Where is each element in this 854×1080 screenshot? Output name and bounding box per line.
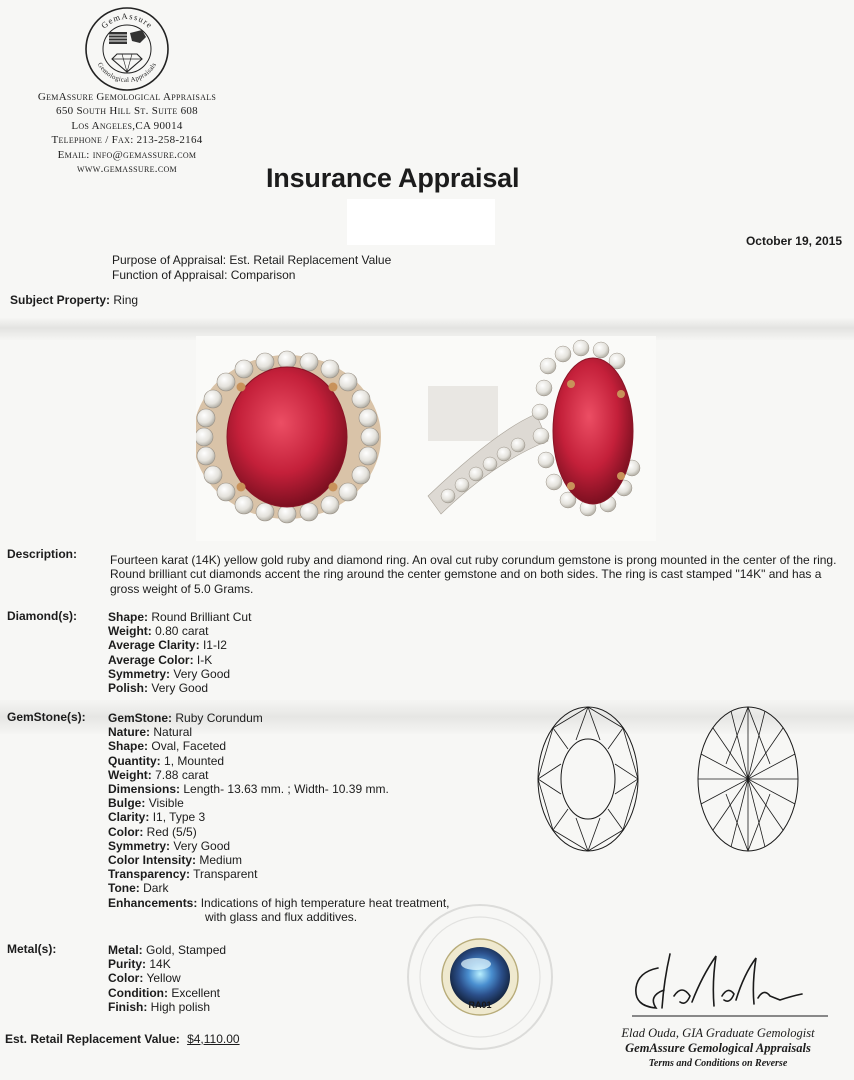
company-address xyxy=(0,90,254,176)
redacted-area xyxy=(347,199,495,245)
field-value: Transparent xyxy=(193,867,258,882)
field-value: I1-I2 xyxy=(202,638,227,653)
field-key: Transparency: xyxy=(108,867,191,882)
field-value: Dark xyxy=(143,881,169,896)
field-key: Dimensions: xyxy=(108,782,181,797)
field-key: Average Clarity: xyxy=(108,638,200,653)
field-key: Polish: xyxy=(108,681,149,696)
field-key: Bulge: xyxy=(108,796,146,811)
gemstone-details xyxy=(108,711,450,924)
field-key: Average Color: xyxy=(108,652,194,667)
terms-note: Terms and Conditions on Reverse xyxy=(648,1058,788,1069)
field-key: Color Intensity: xyxy=(108,853,197,868)
field-key: GemStone: xyxy=(108,711,173,725)
svg-text:Gemological Appraisals: Gemological Appraisals xyxy=(95,61,159,85)
field-value: Medium xyxy=(199,853,243,868)
field-key: Color: xyxy=(108,824,144,839)
field-value: 1, Mounted xyxy=(164,753,225,768)
field-value: Yellow xyxy=(146,971,181,986)
description-text: Fourteen karat (14K) yellow gold ruby and diamond ring. An oval cut ruby corundum gemstone is prong mounted in the center of the ring. Round brilliant cut diamonds accent the ring around the center gemstone and on both sides. The ring is cast stamped "14K" and has a gross weight of 5.0 Grams. xyxy=(110,553,837,596)
purpose-label: Purpose of Appraisal: xyxy=(112,253,227,267)
field-value: Round Brilliant Cut xyxy=(151,610,252,624)
gemassure-logo xyxy=(84,6,170,92)
company-name: GemAssure Gemological Appraisals xyxy=(37,91,217,103)
ring-photo xyxy=(196,336,656,541)
field-value: Ruby Corundum xyxy=(175,711,263,725)
field-key: Shape: xyxy=(108,610,149,624)
appraiser-name: Elad Ouda, GIA Graduate Gemologist xyxy=(621,1026,815,1040)
company-street: 650 South Hill St. Suite 608 xyxy=(56,105,198,118)
field-key: Purity: xyxy=(108,957,147,972)
signature-block xyxy=(605,1026,831,1071)
oval-crown-diagram xyxy=(538,707,638,851)
enhancements-continued: with glass and flux additives. xyxy=(205,909,358,924)
ring-side-view xyxy=(428,340,640,516)
company-phone: Telephone / Fax: 213-258-2164 xyxy=(51,134,203,147)
field-key: Enhancements: xyxy=(108,895,198,910)
field-key: Condition: xyxy=(108,985,168,1000)
oval-pavilion-diagram xyxy=(698,707,798,851)
company-website: www.gemassure.com xyxy=(77,163,177,176)
diamonds-label: Diamond(s): xyxy=(7,609,77,623)
field-value: Length- 13.63 mm. ; Width- 10.39 mm. xyxy=(183,782,389,797)
appraisal-date: October 19, 2015 xyxy=(745,234,842,248)
diamond-details xyxy=(108,610,251,695)
gemstone-label: GemStone(s): xyxy=(7,710,86,724)
field-value: Indications of high temperature heat treatment, xyxy=(200,895,450,910)
field-value: Visible xyxy=(148,796,184,811)
field-value: Gold, Stamped xyxy=(146,943,227,957)
field-key: Color: xyxy=(108,971,144,986)
subject-property xyxy=(10,293,138,307)
field-value: Very Good xyxy=(151,681,209,696)
appraiser-company: GemAssure Gemological Appraisals xyxy=(625,1041,811,1055)
field-value: 7.88 carat xyxy=(155,767,209,782)
company-city: Los Angeles,CA 90014 xyxy=(71,119,183,132)
field-key: Metal: xyxy=(108,943,143,957)
field-value: Very Good xyxy=(173,666,231,681)
field-value: Oval, Faceted xyxy=(151,739,227,754)
field-key: Nature: xyxy=(108,725,151,740)
field-value: High polish xyxy=(150,999,211,1014)
function-label: Function of Appraisal: xyxy=(112,268,228,282)
embossed-seal-hologram xyxy=(396,902,564,1052)
metal-details xyxy=(108,943,226,1014)
function-value: Comparison xyxy=(230,268,296,282)
document-title: Insurance Appraisal xyxy=(266,163,520,193)
field-value: Excellent xyxy=(171,985,221,1000)
field-key: Shape: xyxy=(108,739,149,754)
field-key: Weight: xyxy=(108,624,152,639)
retail-label: Est. Retail Replacement Value: xyxy=(5,1032,180,1046)
field-key: Finish: xyxy=(108,999,148,1014)
field-key: Symmetry: xyxy=(108,838,171,853)
field-key: Symmetry: xyxy=(108,666,171,681)
appraiser-signature xyxy=(630,946,830,1020)
description-label: Description: xyxy=(7,547,78,561)
metals-label: Metal(s): xyxy=(7,942,57,956)
hologram-code: RA01 xyxy=(468,1000,492,1010)
field-value: 14K xyxy=(149,957,171,972)
field-key: Tone: xyxy=(108,881,140,896)
company-email: Email: info@gemassure.com xyxy=(57,148,197,161)
svg-text:GemAssure: GemAssure xyxy=(98,10,156,31)
field-value: Natural xyxy=(153,725,193,740)
purpose-value: Est. Retail Replacement Value xyxy=(229,253,392,267)
retail-value-row xyxy=(5,1032,240,1046)
subject-value: Ring xyxy=(113,293,139,307)
field-value: 0.80 carat xyxy=(155,624,209,639)
field-key: Quantity: xyxy=(108,753,161,768)
field-value: Very Good xyxy=(173,838,231,853)
field-key: Weight: xyxy=(108,767,152,782)
field-key: Clarity: xyxy=(108,810,150,825)
gemstone-facet-diagrams xyxy=(536,704,826,854)
subject-label: Subject Property: xyxy=(10,293,111,307)
retail-value: $4,110.00 xyxy=(187,1032,240,1046)
field-value: I1, Type 3 xyxy=(152,810,206,825)
purpose-block xyxy=(112,253,391,283)
field-value: Red (5/5) xyxy=(146,824,197,839)
field-value: I-K xyxy=(196,652,213,667)
ring-front-view xyxy=(196,351,381,523)
